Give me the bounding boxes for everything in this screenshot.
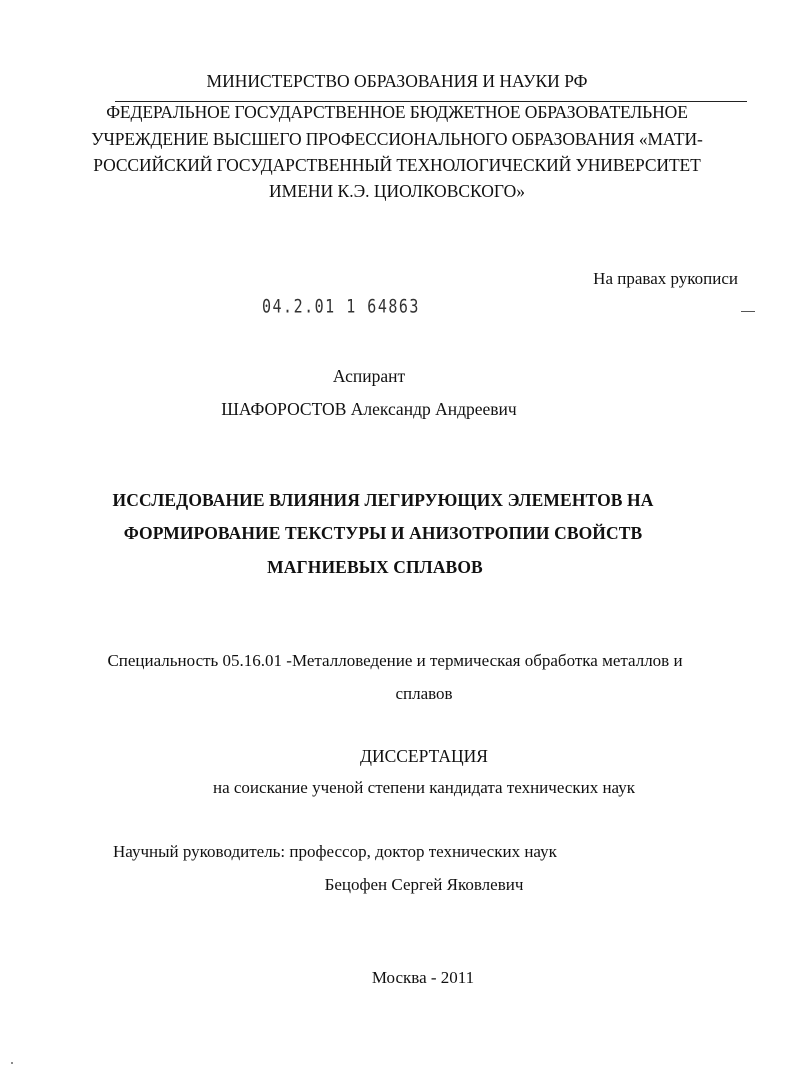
- author-name: ШАФОРОСТОВ Александр Андреевич: [221, 399, 517, 419]
- document-type: ДИССЕРТАЦИЯ: [360, 746, 488, 766]
- specialty-line-1: Специальность 05.16.01 -Металловедение и термическая обработка металлов и: [107, 651, 683, 670]
- specialty-line-2: сплавов: [395, 684, 453, 703]
- scan-speck: [11, 1062, 13, 1064]
- ministry-heading: МИНИСТЕРСТВО ОБРАЗОВАНИЯ И НАУКИ РФ: [206, 71, 588, 91]
- dissertation-title-line-1: ИССЛЕДОВАНИЕ ВЛИЯНИЯ ЛЕГИРУЮЩИХ ЭЛЕМЕНТОВ НА: [112, 490, 654, 510]
- supervisor-name: Бецофен Сергей Яковлевич: [324, 875, 524, 894]
- registration-stamp: 04.2.01 1 64863: [262, 295, 420, 318]
- supervisor-label: Научный руководитель: профессор, доктор технических наук: [113, 842, 557, 861]
- institution-line-4: ИМЕНИ К.Э. ЦИОЛКОВСКОГО»: [269, 181, 525, 201]
- place-and-year: Москва - 2011: [371, 968, 475, 987]
- manuscript-note: На правах рукописи: [593, 269, 738, 288]
- dissertation-title-line-2: ФОРМИРОВАНИЕ ТЕКСТУРЫ И АНИЗОТРОПИИ СВОЙСТВ: [123, 523, 643, 543]
- degree-line: на соискание ученой степени кандидата технических наук: [212, 778, 635, 797]
- institution-line-3: РОССИЙСКИЙ ГОСУДАРСТВЕННЫЙ ТЕХНОЛОГИЧЕСКИЙ УНИВЕРСИТЕТ: [93, 155, 701, 175]
- author-role: Аспирант: [332, 366, 406, 386]
- institution-line-1: ФЕДЕРАЛЬНОЕ ГОСУДАРСТВЕННОЕ БЮДЖЕТНОЕ ОБРАЗОВАТЕЛЬНОЕ: [106, 102, 688, 122]
- dissertation-title-line-3: МАГНИЕВЫХ СПЛАВОВ: [267, 557, 483, 577]
- institution-line-2: УЧРЕЖДЕНИЕ ВЫСШЕГО ПРОФЕССИОНАЛЬНОГО ОБРАЗОВАНИЯ «МАТИ-: [91, 129, 703, 149]
- margin-mark: [741, 311, 755, 312]
